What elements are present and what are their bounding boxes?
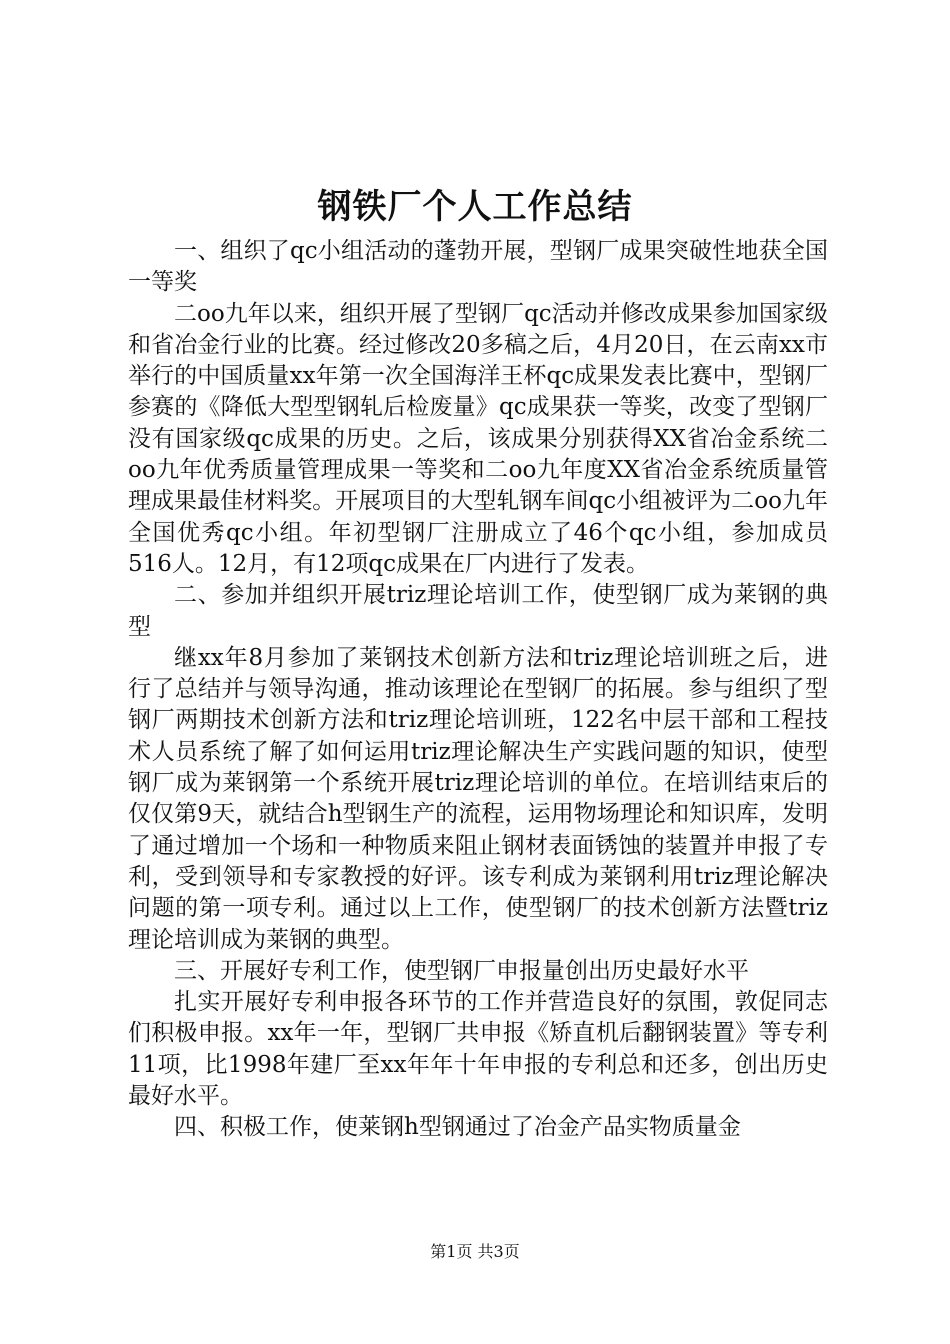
document-body (128, 236, 828, 1144)
paragraph-3: 扎实开展好专利申报各环节的工作并营造良好的氛围，敦促同志们积极申报。xx年一年，型钢厂共申报《矫直机后翻钢装置》等专利11项，比1998年建厂至xx年年十年申报的专利总和还多，创出历史最好水平。 (128, 989, 828, 1110)
paragraph-2: 继xx年8月参加了莱钢技术创新方法和triz理论培训班之后，进行了总结并与领导沟通，推动该理论在型钢厂的拓展。参与组织了型钢厂两期技术创新方法和triz理论培训班，122名中层干部和工程技术人员系统了解了如何运用triz理论解决生产实践问题的知识，使型钢厂成为莱钢第一个系统开展triz理论培训的单位。在培训结束后的仅仅第9天，就结合h型钢生产的流程，运用物场理论和知识库，发明了通过增加一个场和一种物质来阻止钢材表面锈蚀的装置并申报了专利，受到领导和专家教授的好评。该专利成为莱钢利用triz理论解决问题的第一项专利。通过以上工作，使型钢厂的技术创新方法暨triz理论培训成为莱钢的典型。 (128, 644, 828, 953)
section-heading-3: 三、开展好专利工作，使型钢厂申报量创出历史最好水平 (174, 957, 749, 984)
document-title: 钢铁厂个人工作总结 (317, 187, 633, 227)
section-heading-4: 四、积极工作，使莱钢h型钢通过了冶金产品实物质量金 (174, 1114, 741, 1141)
paragraph-1: 二oo九年以来，组织开展了型钢厂qc活动并修改成果参加国家级和省冶金行业的比赛。经过修改20多稿之后，4月20日，在云南xx市举行的中国质量xx年第一次全国海洋王杯qc成果发表比赛中，型钢厂参赛的《降低大型型钢轧后检废量》qc成果获一等奖，改变了型钢厂没有国家级qc成果的历史。之后，该成果分别获得XX省冶金系统二oo九年优秀质量管理成果一等奖和二oo九年度XX省冶金系统质量管理成果最佳材料奖。开展项目的大型轧钢车间qc小组被评为二oo九年全国优秀qc小组。年初型钢厂注册成立了46个qc小组，参加成员516人。12月，有12项qc成果在厂内进行了发表。 (128, 300, 828, 577)
section-heading-2: 二、参加并组织开展triz理论培训工作，使型钢厂成为莱钢的典型 (128, 582, 828, 640)
page-footer: 第1页 共3页 (430, 1242, 520, 1261)
section-heading-1: 一、组织了qc小组活动的蓬勃开展，型钢厂成果突破性地获全国一等奖 (128, 238, 828, 296)
